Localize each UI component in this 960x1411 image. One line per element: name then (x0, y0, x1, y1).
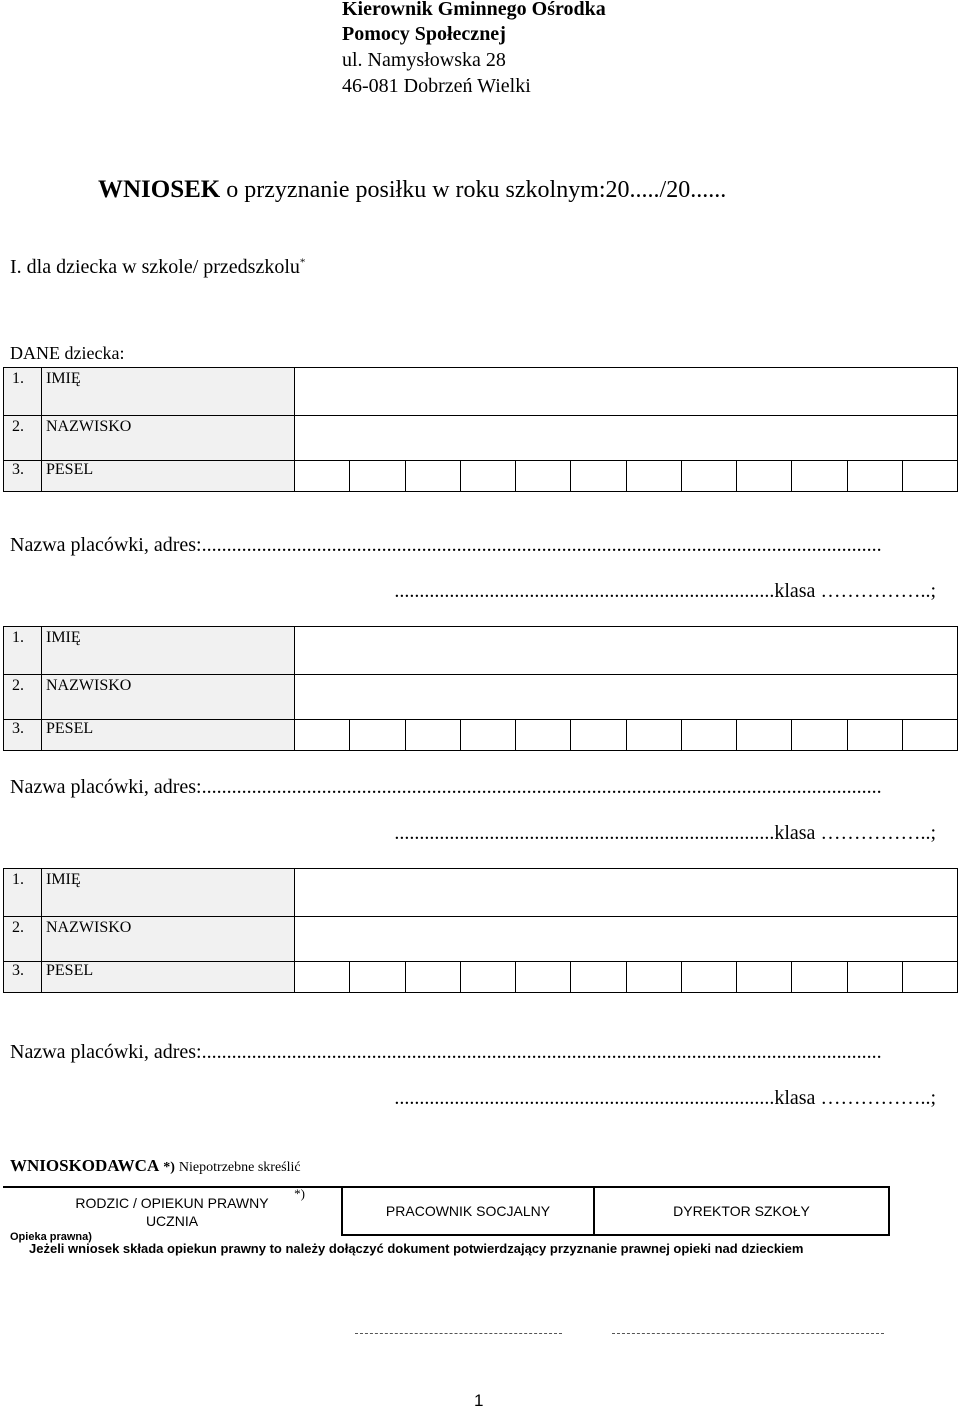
option-parent-line2: UCZNIA (145, 1212, 199, 1229)
child-3-pesel-digit[interactable] (737, 962, 792, 993)
child-1-nazwisko-label: NAZWISKO (42, 416, 295, 461)
applicant-options-table (3, 1186, 890, 1236)
child-1-klasa[interactable]: ............................................................................klasa ……………..; (394, 580, 936, 602)
child-2-pesel-digit[interactable] (902, 720, 957, 751)
child-2-nazwisko-field[interactable] (295, 675, 958, 720)
child-2-pesel-digit[interactable] (847, 720, 902, 751)
child-1-pesel-digit[interactable] (350, 461, 405, 492)
child-2-pesel-digit[interactable] (460, 720, 515, 751)
child-1-pesel-num: 3. (4, 461, 42, 492)
footnote-text: Jeżeli wniosek składa opiekun prawny to należy dołączyć dokument potwierdzający przyznanie prawnej opieki nad dzieckiem (29, 1241, 804, 1256)
signature-line-right (612, 1333, 884, 1334)
child-3-pesel-digit[interactable] (350, 962, 405, 993)
child-3-placowka[interactable]: Nazwa placówki, adres:........................................................................................................................................ (10, 1041, 882, 1063)
child-2-pesel-digit[interactable] (571, 720, 626, 751)
child-3-klasa[interactable]: ............................................................................klasa ……………..; (394, 1087, 936, 1109)
child-1-pesel-blank (295, 461, 350, 492)
page-number: 1 (474, 1391, 484, 1410)
child-2-imie-num: 1. (4, 627, 42, 675)
child-1-imie-label: IMIĘ (42, 368, 295, 416)
child-3-pesel-digit[interactable] (626, 962, 681, 993)
child-2-pesel-blank (295, 720, 350, 751)
recipient-title-line1: Kierownik Gminnego Ośrodka (342, 0, 606, 20)
child-1-placowka[interactable]: Nazwa placówki, adres:........................................................................................................................................ (10, 534, 882, 556)
child-2-pesel-digit[interactable] (626, 720, 681, 751)
child-2-nazwisko-label: NAZWISKO (42, 675, 295, 720)
document-title (98, 176, 726, 204)
option-parent-mark: *) (294, 1186, 305, 1201)
child-3-pesel-label: PESEL (42, 962, 295, 993)
child-1-pesel-digit[interactable] (681, 461, 736, 492)
child-2-nazwisko-num: 2. (4, 675, 42, 720)
child-3-imie-field[interactable] (295, 869, 958, 917)
title-bold: WNIOSEK (98, 176, 221, 203)
child-2-pesel-num: 3. (4, 720, 42, 751)
child-3-nazwisko-label: NAZWISKO (42, 917, 295, 962)
child-1-pesel-digit[interactable] (516, 461, 571, 492)
child-2-placowka[interactable]: Nazwa placówki, adres:........................................................................................................................................ (10, 776, 882, 798)
child-1-pesel-digit[interactable] (460, 461, 515, 492)
child-3-imie-label: IMIĘ (42, 869, 295, 917)
applicant-label: WNIOSKODAWCA (10, 1156, 160, 1175)
child-3-pesel-digit[interactable] (405, 962, 460, 993)
child-3-pesel-digit[interactable] (902, 962, 957, 993)
child-2-imie-label: IMIĘ (42, 627, 295, 675)
option-director[interactable]: DYREKTOR SZKOŁY (594, 1187, 889, 1235)
child-1-pesel-digit[interactable] (405, 461, 460, 492)
child-3-pesel-digit[interactable] (516, 962, 571, 993)
child-2-pesel-digit[interactable] (350, 720, 405, 751)
child-2-pesel-label: PESEL (42, 720, 295, 751)
child-1-pesel-label: PESEL (42, 461, 295, 492)
child-3-imie-num: 1. (4, 869, 42, 917)
child-1-nazwisko-field[interactable] (295, 416, 958, 461)
child-3-pesel-digit[interactable] (681, 962, 736, 993)
child-1-pesel-digit[interactable] (626, 461, 681, 492)
footnote-label: Opieka prawna) (10, 1231, 92, 1243)
applicant-mark: *) (163, 1160, 175, 1175)
title-rest: o przyznanie posiłku w roku szkolnym:20...../20...... (220, 177, 727, 203)
child-1-pesel-digit[interactable] (847, 461, 902, 492)
child-2-pesel-digit[interactable] (681, 720, 736, 751)
applicant-note: Niepotrzebne skreślić (178, 1160, 301, 1175)
child-data-label: DANE dziecka: (10, 343, 125, 363)
section-heading (10, 256, 305, 279)
child-1-pesel-digit[interactable] (571, 461, 626, 492)
child-3-pesel-digit[interactable] (571, 962, 626, 993)
recipient-title-line2: Pomocy Społecznej (342, 23, 506, 45)
child-2-imie-field[interactable] (295, 627, 958, 675)
child-1-pesel-digit[interactable] (792, 461, 847, 492)
child-2-pesel-digit[interactable] (405, 720, 460, 751)
section-footnote-mark: * (299, 256, 306, 269)
signature-line-left (355, 1333, 562, 1334)
child-1-imie-num: 1. (4, 368, 42, 416)
child-1-pesel-digit[interactable] (902, 461, 957, 492)
child-3-pesel-digit[interactable] (847, 962, 902, 993)
child-3-nazwisko-num: 2. (4, 917, 42, 962)
child-1-nazwisko-num: 2. (4, 416, 42, 461)
child-3-nazwisko-field[interactable] (295, 917, 958, 962)
child-2-pesel-digit[interactable] (792, 720, 847, 751)
child-3-pesel-digit[interactable] (792, 962, 847, 993)
recipient-city: 46-081 Dobrzeń Wielki (342, 75, 531, 97)
recipient-street: ul. Namysłowska 28 (342, 49, 506, 71)
child-1-table (3, 367, 958, 492)
section-label: I. dla dziecka w szkole/ przedszkolu (10, 256, 300, 278)
child-1-imie-field[interactable] (295, 368, 958, 416)
child-3-pesel-digit[interactable] (460, 962, 515, 993)
child-2-pesel-digit[interactable] (516, 720, 571, 751)
child-3-pesel-blank (295, 962, 350, 993)
child-2-table (3, 626, 958, 751)
child-1-pesel-digit[interactable] (737, 461, 792, 492)
option-social-worker[interactable]: PRACOWNIK SOCJALNY (342, 1187, 594, 1235)
child-2-klasa[interactable]: ............................................................................klasa ……………..; (394, 822, 936, 844)
child-3-table (3, 868, 958, 993)
option-parent-line1: RODZIC / OPIEKUN PRAWNY (75, 1194, 269, 1211)
child-2-pesel-digit[interactable] (737, 720, 792, 751)
applicant-heading (10, 1156, 301, 1176)
child-3-pesel-num: 3. (4, 962, 42, 993)
option-parent[interactable] (3, 1187, 342, 1235)
